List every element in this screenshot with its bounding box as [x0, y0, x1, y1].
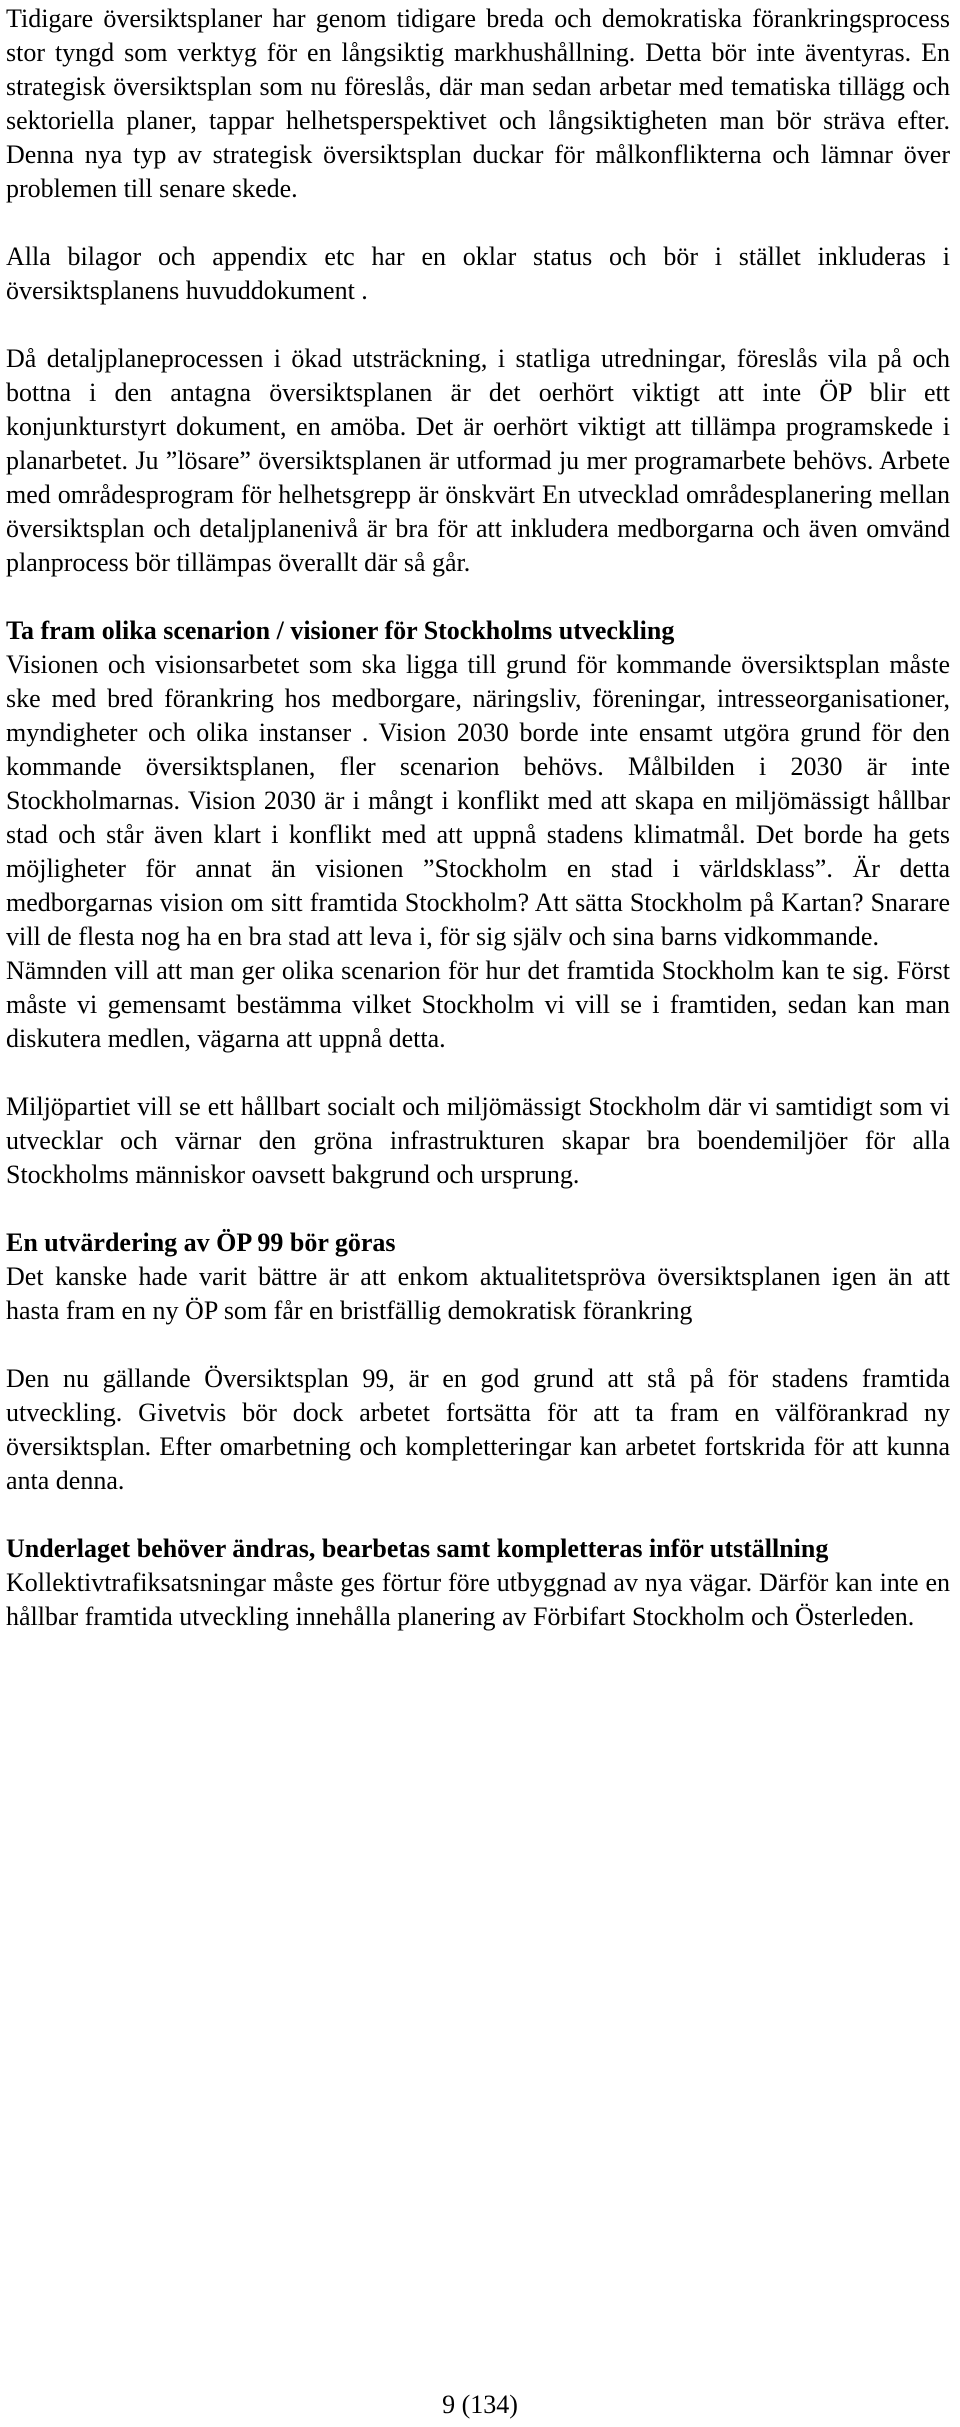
paragraph-public-transport: Kollektivtrafiksatsningar måste ges förtur före utbyggnad av nya vägar. Därför kan inte en hållbar framtida utveckling innehålla planering av Förbifart Stockholm och Österleden.	[6, 1568, 950, 1631]
paragraph-gap	[6, 580, 950, 614]
paragraph-review: Det kanske hade varit bättre är att enkom aktualitetspröva översiktsplanen igen än att hasta fram en ny ÖP som får en bristfällig demokratisk förankring	[6, 1262, 950, 1325]
section-heading-material: Underlaget behöver ändras, bearbetas samt kompletteras inför utställning	[6, 1534, 829, 1563]
section-heading-evaluation: En utvärdering av ÖP 99 bör göras	[6, 1228, 396, 1257]
paragraph-green-party: Miljöpartiet vill se ett hållbart socialt och miljömässigt Stockholm där vi samtidigt som vi utvecklar och värnar den gröna infrastrukturen skapar bra boendemiljöer för alla Stockholms människor oavsett bakgrund och ursprung.	[6, 1092, 950, 1189]
document-body	[6, 0, 950, 1634]
paragraph-detail-planning: Då detaljplaneprocessen i ökad utsträckning, i statliga utredningar, föreslås vila på och bottna i den antagna översiktsplanen är det oerhört viktigt att inte ÖP blir ett konjunkturstyrt dokument, en amöba. Det är oerhört viktigt att tillämpa programskede i planarbetet. Ju ”lösare” översiktsplanen är utformad ju mer programarbete behövs. Arbete med områdesprogram för helhetsgrepp är önskvärt En utvecklad områdesplanering mellan översiktsplan och detaljplanenivå är bra för att inkludera medborgarna och även omvänd planprocess bör tillämpas överallt där så går.	[6, 344, 950, 577]
paragraph-gap	[6, 1192, 950, 1226]
paragraph-current-plan: Den nu gällande Översiktsplan 99, är en god grund att stå på för stadens framtida utveckling. Givetvis bör dock arbetet fortsätta för att ta fram en välförankrad ny översiktsplan. Efter omarbetning och kompletteringar kan arbetet fortskrida för att kunna anta denna.	[6, 1364, 950, 1495]
paragraph-gap	[6, 206, 950, 240]
paragraph-gap	[6, 1056, 950, 1090]
section-heading-scenarios: Ta fram olika scenarion / visioner för Stockholms utveckling	[6, 616, 675, 645]
paragraph-strategic-plan: Tidigare översiktsplaner har genom tidigare breda och demokratiska förankringsprocess stor tyngd som verktyg för en långsiktig markhushållning. Detta bör inte äventyras. En strategisk översiktsplan som nu föreslås, där man sedan arbetar med tematiska tillägg och sektoriella planer, tappar helhetsperspektivet och långsiktigheten man bör sträva efter. Denna nya typ av strategisk översiktsplan duckar för målkonflikterna och lämnar över problemen till senare skede.	[6, 4, 950, 203]
paragraph-gap	[6, 1498, 950, 1532]
paragraph-appendices: Alla bilagor och appendix etc har en oklar status och bör i stället inkluderas i översiktsplanens huvuddokument .	[6, 242, 950, 305]
paragraph-gap	[6, 1328, 950, 1362]
paragraph-committee-scenarios: Nämnden vill att man ger olika scenarion för hur det framtida Stockholm kan te sig. Först måste vi gemensamt bestämma vilket Stockholm vi vill se i framtiden, sedan kan man diskutera medlen, vägarna att uppnå detta.	[6, 956, 950, 1053]
paragraph-gap	[6, 308, 950, 342]
paragraph-vision: Visionen och visionsarbetet som ska ligga till grund för kommande översiktsplan måste ske med bred förankring hos medborgare, näringsliv, föreningar, intresseorganisationer, myndigheter och olika instanser . Vision 2030 borde inte ensamt utgöra grund för den kommande översiktsplanen, fler scenarion behövs. Målbilden i 2030 är inte Stockholmarnas. Vision 2030 är i mångt i konflikt med att skapa en miljömässigt hållbar stad och står även klart i konflikt med att uppnå stadens klimatmål. Det borde ha gets möjligheter för annat än visionen ”Stockholm en stad i världsklass”. Är detta medborgarnas vision om sitt framtida Stockholm? Att sätta Stockholm på Kartan? Snarare vill de flesta nog ha en bra stad att leva i, för sig själv och sina barns vidkommande.	[6, 650, 950, 951]
page-number: 9 (134)	[442, 2390, 518, 2419]
